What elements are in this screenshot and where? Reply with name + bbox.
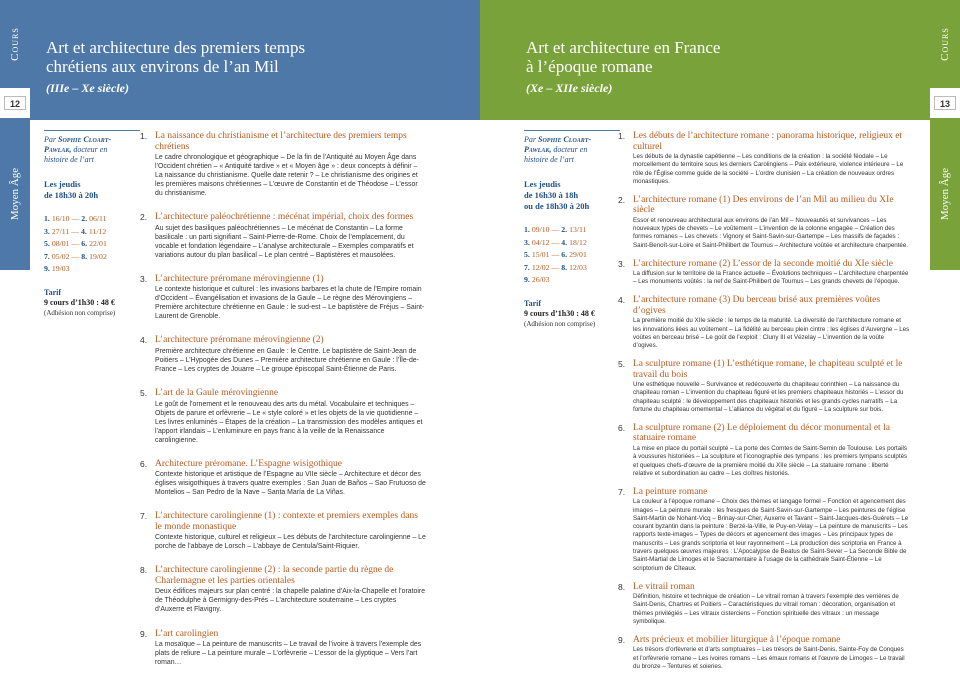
lesson-number: 6. xyxy=(618,422,626,433)
cours-label: Cours xyxy=(9,27,21,61)
lesson-item xyxy=(618,359,910,414)
date-value: 09/10 xyxy=(531,225,550,234)
lesson-description: Les débuts de la dynastie capétienne – Les conditions de la création : la société féodale – Le morcellement du territoire sous les derniers Carolingiens – Paix extérieure, violence intérieure – Le rôle de l’Église comme guide de la société – L’ordre clunisien – La création de nouveaux ordres monastiques. xyxy=(633,153,904,185)
schedule-line: ou de 18h30 à 20h xyxy=(524,201,590,211)
date-value: 06/11 xyxy=(89,214,107,223)
lesson-title: Arts précieux et mobilier liturgique à l’époque romane xyxy=(633,634,841,645)
lesson-number: 3. xyxy=(140,273,148,284)
lesson-title: L’architecture préromane mérovingienne (2) xyxy=(155,335,324,346)
course-info xyxy=(524,130,620,329)
age-tab xyxy=(930,118,960,270)
lesson-item xyxy=(140,212,426,260)
lesson-description: La mise en place du portail sculpté – La porte des Comtes de Saint-Sernin de Toulouse. Les portails à voussures historiées – La sculpture et l’iconographie des tympans : les premiers tympans sculptés et quelques chefs-d’œuvre de la première moitié du XIIe siècle – La statuaire romane : liberté relative et subordination au cadre – Les cloîtres historiés. xyxy=(633,444,908,477)
date-value: 04/12 xyxy=(531,237,550,247)
date-value: 27/11 xyxy=(51,226,70,236)
date-row: 5. 15/01 — 6. 29/01 xyxy=(524,250,587,259)
lesson-description: Le cadre chronologique et géographique – De la fin de l’Antiquité au Moyen Âge dans l’Occident chrétien – « Antiquité tardive » et « Moyen âge » : deux concepts à définir – La naissance du christianisme. Quelle date retenir ? – Le christianisme des origines et les premières maisons chrétiennes – L’œuvre de Constantin et de Théodose – L’essor du christianisme. xyxy=(155,154,418,197)
lesson-number: 2. xyxy=(618,194,626,205)
lesson-list xyxy=(140,131,426,667)
lesson-number: 8. xyxy=(618,581,626,592)
lesson-title: Les débuts de l’architecture romane : panorama historique, religieux et culturel xyxy=(633,131,903,152)
lesson-number: 9. xyxy=(140,628,148,639)
lesson-description: Contexte historique, culturel et religieux – Les débuts de l’architecture carolingienne – Le porche de l’abbaye de Lorsch – L’abbaye de Centula/Saint-Riquier. xyxy=(155,534,426,551)
date-number: 1. xyxy=(524,225,530,234)
lesson-title: La peinture romane xyxy=(633,486,708,497)
lesson-title: La sculpture romane (1) L’esthétique romane, le chapiteau sculpté et le travail du bois xyxy=(633,359,903,380)
lesson-title: Architecture préromane. L’Espagne wisigothique xyxy=(155,458,342,469)
date-value: 19/02 xyxy=(89,251,107,261)
schedule-line: de 18h30 à 20h xyxy=(44,190,99,200)
lesson-title: L’art carolingien xyxy=(155,628,219,639)
lesson-number: 3. xyxy=(618,258,626,269)
lesson-item xyxy=(618,295,910,350)
lesson-title: L’architecture romane (1) Des environs de l’an Mil au milieu du XIe siècle xyxy=(633,194,894,216)
right-page xyxy=(480,0,960,678)
lesson-title: L’architecture préromane mérovingienne (1) xyxy=(155,273,324,284)
lesson-number: 1. xyxy=(618,131,626,141)
lesson-description: La mosaïque – La peinture de manuscrits – Le travail de l’ivoire à travers l’exemple des plats de reliure – La peinture murale – L’orfèvrerie – L’essor de la glyptique – Vers l’art roman… xyxy=(155,641,422,666)
schedule-line: Les jeudis xyxy=(44,179,81,189)
date-number: 5. xyxy=(524,250,530,259)
date-value: 15/01 xyxy=(531,250,550,259)
lesson-number: 2. xyxy=(140,212,148,223)
date-value: 26/03 xyxy=(531,275,550,284)
date-value: 22/01 xyxy=(89,239,107,248)
lesson-item xyxy=(618,195,910,250)
lesson-item xyxy=(140,274,426,322)
lesson-description: Contexte historique et artistique de l’Espagne au VIIe siècle – Architecture et décor des églises wisigothiques à travers quatre exemples : San Juan de Baños – Sao Frutuoso de Montelios – San Pedro de la Nave – Santa María de La Viñas. xyxy=(155,471,426,497)
left-header xyxy=(30,0,480,120)
lesson-item xyxy=(140,459,426,498)
lesson-item xyxy=(140,511,426,551)
lesson-list xyxy=(618,131,910,671)
lesson-title: L’architecture romane (3) Du berceau brisé aux premières voûtes d’ogives xyxy=(633,295,881,316)
lesson-item xyxy=(618,423,910,478)
author: Par Sophie Cloart- Pawlak, docteur en histoire de l’art xyxy=(44,135,112,164)
date-row: 7. 05/02 — 8. 19/02 xyxy=(44,251,107,261)
lesson-item xyxy=(618,635,910,671)
date-value: 08/01 xyxy=(51,239,70,248)
date-number: 2. xyxy=(81,214,88,223)
page-number: 13 xyxy=(934,96,956,110)
lesson-item xyxy=(140,629,426,668)
date-number: 2. xyxy=(561,225,568,234)
lesson-number: 7. xyxy=(140,511,148,522)
date-row: 3. 04/12 — 4. 18/12 xyxy=(524,237,587,247)
schedule xyxy=(44,179,140,201)
cours-tab xyxy=(930,0,960,88)
lesson-number: 4. xyxy=(618,295,626,306)
date-number: 6. xyxy=(81,239,88,248)
lesson-number: 4. xyxy=(140,335,148,346)
date-row: 1. 09/10 — 2. 13/11 xyxy=(524,225,587,234)
date-number: 1. xyxy=(44,214,50,223)
lesson-number: 1. xyxy=(140,131,148,141)
lesson-item xyxy=(618,259,910,287)
date-row: 7. 12/02 — 8. 12/03 xyxy=(524,262,587,272)
date-list xyxy=(44,213,140,276)
date-list xyxy=(524,224,620,287)
lesson-item xyxy=(618,131,910,186)
lesson-description: Une esthétique nouvelle – Survivance et redécouverte du chapiteau corinthien – La naissance du chapiteau roman – L’invention du chapiteau figuré et les premiers chapiteaux historiés – L’essor du chapiteau sculpté : le développement des chapiteaux historiés et les grands cycles narratifs – La fortune du chapiteau ornemental – L’alliance du végétal et du figuré – La sculpture sur bois. xyxy=(633,381,904,414)
lesson-title: L’architecture carolingienne (1) : contexte et premiers exemples dans le monde monastique xyxy=(155,511,418,532)
lesson-number: 5. xyxy=(618,359,626,370)
schedule-line: de 16h30 à 18h xyxy=(524,190,579,200)
lesson-title: L’art de la Gaule mérovingienne xyxy=(155,388,279,398)
lesson-title: La naissance du christianisme et l’architecture des premiers temps chrétiens xyxy=(155,131,407,152)
date-number: 8. xyxy=(81,251,88,261)
date-value: 12/02 xyxy=(531,262,550,272)
lesson-item xyxy=(140,335,426,374)
date-row: 1. 16/10 — 2. 06/11 xyxy=(44,214,107,223)
date-number: 4. xyxy=(81,226,87,236)
lesson-item xyxy=(140,565,426,614)
date-number: 9. xyxy=(524,275,530,284)
age-label: Moyen Âge xyxy=(9,167,21,221)
schedule xyxy=(524,179,620,212)
date-value: 16/10 xyxy=(51,214,70,223)
lesson-description: Les trésors d’orfèvrerie et d’arts somptuaires – Les trésors de Saint-Denis, Sainte-Foy de Conques et l’orfèvrerie romane – Les ivoires romans – Les émaux romans et l’œuvre de Limoges – Le travail du bronze – Tentures et soieries. xyxy=(633,646,905,670)
lesson-number: 5. xyxy=(140,388,148,398)
date-value: 05/02 xyxy=(51,251,70,261)
lesson-number: 8. xyxy=(140,565,148,576)
date-value: 19/03 xyxy=(51,264,70,273)
lesson-title: L’architecture carolingienne (2) : la seconde partie du règne de Charlemagne et les parties orientales xyxy=(155,565,394,586)
date-number: 3. xyxy=(44,226,50,236)
page-subtitle: (Xe – XIIe siècle) xyxy=(526,81,613,95)
cours-tab xyxy=(0,0,30,88)
right-header xyxy=(480,0,930,120)
date-number: 6. xyxy=(561,250,568,259)
lesson-item xyxy=(140,131,426,198)
date-number: 3. xyxy=(524,237,530,247)
date-row xyxy=(524,274,620,287)
date-value: 18/12 xyxy=(569,237,587,247)
course-info xyxy=(44,130,140,318)
schedule-line: Les jeudis xyxy=(524,179,561,189)
page-title: Art et architecture des premiers temps chrétiens aux environs de l’an Mil xyxy=(46,38,306,76)
age-tab xyxy=(0,118,30,270)
date-number: 4. xyxy=(561,237,568,247)
tarif: Tarif 9 cours d’1h30 : 48 € (Adhésion non comprise) xyxy=(524,298,596,328)
date-number: 9. xyxy=(44,264,50,273)
lesson-description: Le goût de l’ornement et le renouveau des arts du métal. Vocabulaire et techniques – Objets de parure et orfèvrerie – Le « style coloré » et les objets de la vie quotidienne – Les livres enluminés – Étapes de la création – La transmission des modèles antiques et l’apport irlandais – L’enluminure en pays franc à la veille de la Renaissance carolingienne. xyxy=(155,400,423,444)
page-subtitle: (IIIe – Xe siècle) xyxy=(46,81,129,95)
cours-label: Cours xyxy=(939,27,951,61)
date-value: 12/03 xyxy=(569,262,587,272)
lesson-description: Essor et renouveau architectural aux environs de l’an Mil – Nouveautés et survivances – Les nouveaux types de chevets – Le voûtement – L’invention de la colonne engagée – Création des formes romanes – Les chevets : Vignory et Saint-Savin-sur-Gartempe – Les massifs de façades : Saint-Benoît-sur-Loire et Saint-Philibert de Tournus – Architecture voûtée et architecture charpentée. xyxy=(633,216,909,249)
date-number: 7. xyxy=(524,262,530,272)
date-value: 29/01 xyxy=(569,250,587,259)
date-number: 7. xyxy=(44,251,50,261)
lesson-number: 6. xyxy=(140,458,148,469)
page-title: Art et architecture en France à l’époque romane xyxy=(526,38,721,76)
lesson-description: Première architecture chrétienne en Gaule : le Centre. Le baptistère de Saint-Jean de Poitiers – L’Hypogée des Dunes – Première architecture chrétienne en Gaule : l’Île-de-France – Les cryptes de Jouarre – Le groupe épiscopal Saint-Étienne de Paris. xyxy=(155,347,419,373)
lesson-description: La couleur à l’époque romane – Choix des thèmes et langage formel – Fonction et agencement des images – La peinture murale : les fresques de Saint-Savin-sur-Gartempe – Les peintures de l’église Saint-Martin de Nohant-Vicq – Brinay-sur-Cher, Auxerre et Tavant – Saint-Jacques-des-Guérets – Le courant byzantin dans la peinture : Berzé-la-Ville, le Puy-en-Velay – La peinture de manuscrits – Les rapports texte-images – Types de décors et agencement des images – Les principaux types de manuscrits – Les grands scriptoria et leur rayonnement – La production des scriptoria en France à travers quelques œuvres majeures : L’Apocalypse de Beatus de Saint-Sever – La Seconde Bible de Saint-Martial de Limoges et le Sacramentaire à l’usage de la cathédrale Saint-Étienne – Le scriptorium de Cîteaux. xyxy=(633,498,909,572)
lesson-description: Le contexte historique et culturel : les invasions barbares et la chute de l’Empire romain d’Occident – Évangélisation et invasions de la Gaule – Le règne des Mérovingiens – Première architecture chrétienne en Gaule : le sud-est – Le baptistère de Fréjus – Saint-Laurent de Grenoble. xyxy=(155,286,425,321)
lesson-description: Au sujet des basiliques paléochrétiennes – Le mécénat de Constantin – La forme basilicale : un parti signifiant – Saint-Pierre-de-Rome. Choix de l’emplacement, du vocable et fondation légendaire – L’analyse architecturale – Exemples comparatifs et variations autour du plan basilical – Le plan centré – Baptistères et mausolées. xyxy=(155,224,414,259)
lesson-description: Deux édifices majeurs sur plan centré : la chapelle palatine d’Aix-la-Chapelle et l’oratoire de Théodulphe à Germigny-des-Prés – L’architecture souterraine – Les cryptes d’Auxerre et Flavigny. xyxy=(155,588,426,614)
date-value: 13/11 xyxy=(569,225,587,234)
tarif: Tarif 9 cours d’1h30 : 48 € (Adhésion non comprise) xyxy=(44,287,116,317)
lesson-description: Définition, histoire et technique de création – Le vitrail roman à travers l’exemple des verrières de Saint-Denis, Chartres et Poitiers – Caractéristiques du vitrail roman : décoration, organisation et thèmes privilégiés – Les vitraux cisterciens – Fonction spirituelle des vitraux : un message symbolique. xyxy=(633,593,899,625)
author: Par Sophie Cloart- Pawlak, docteur en histoire de l’art xyxy=(524,135,592,164)
date-row: 3. 27/11 — 4. 11/12 xyxy=(44,226,107,236)
date-row xyxy=(44,263,140,276)
lesson-number: 9. xyxy=(618,634,626,645)
age-label: Moyen Âge xyxy=(939,167,951,221)
lesson-item xyxy=(140,388,426,445)
lesson-title: L’architecture paléochrétienne : mécénat impérial, choix des formes xyxy=(155,212,414,223)
lesson-number: 7. xyxy=(618,486,626,497)
date-number: 8. xyxy=(561,262,568,272)
date-row: 5. 08/01 — 6. 22/01 xyxy=(44,239,107,248)
page-number: 12 xyxy=(4,96,26,110)
lesson-title: La sculpture romane (2) Le déploiement du décor monumental et la statuaire romane xyxy=(633,422,890,444)
lesson-item xyxy=(618,487,910,573)
lesson-description: La diffusion sur le territoire de la France actuelle – Évolutions techniques – L’architecture charpentée – Les monuments voûtés : la nef de Saint-Philibert de Tournus – Les grands chevets de l’époque. xyxy=(633,270,909,286)
date-number: 5. xyxy=(44,239,50,248)
lesson-title: L’architecture romane (2) L’essor de la seconde moitié du XIe siècle xyxy=(633,258,893,269)
lesson-description: La première moitié du XIIe siècle : le temps de la maturité. La diversité de l’architecture romane et les innovations liées au voûtement – La fidélité au berceau plein cintre : les églises d’Auvergne – Les voûtes en berceau brisé – Le goût de l’exploit : Cluny III et Vézelay – L’invention de la voûte d’ogives. xyxy=(633,317,910,350)
date-value: 11/12 xyxy=(88,226,107,236)
lesson-item xyxy=(618,582,910,627)
lesson-title: Le vitrail roman xyxy=(633,581,695,592)
